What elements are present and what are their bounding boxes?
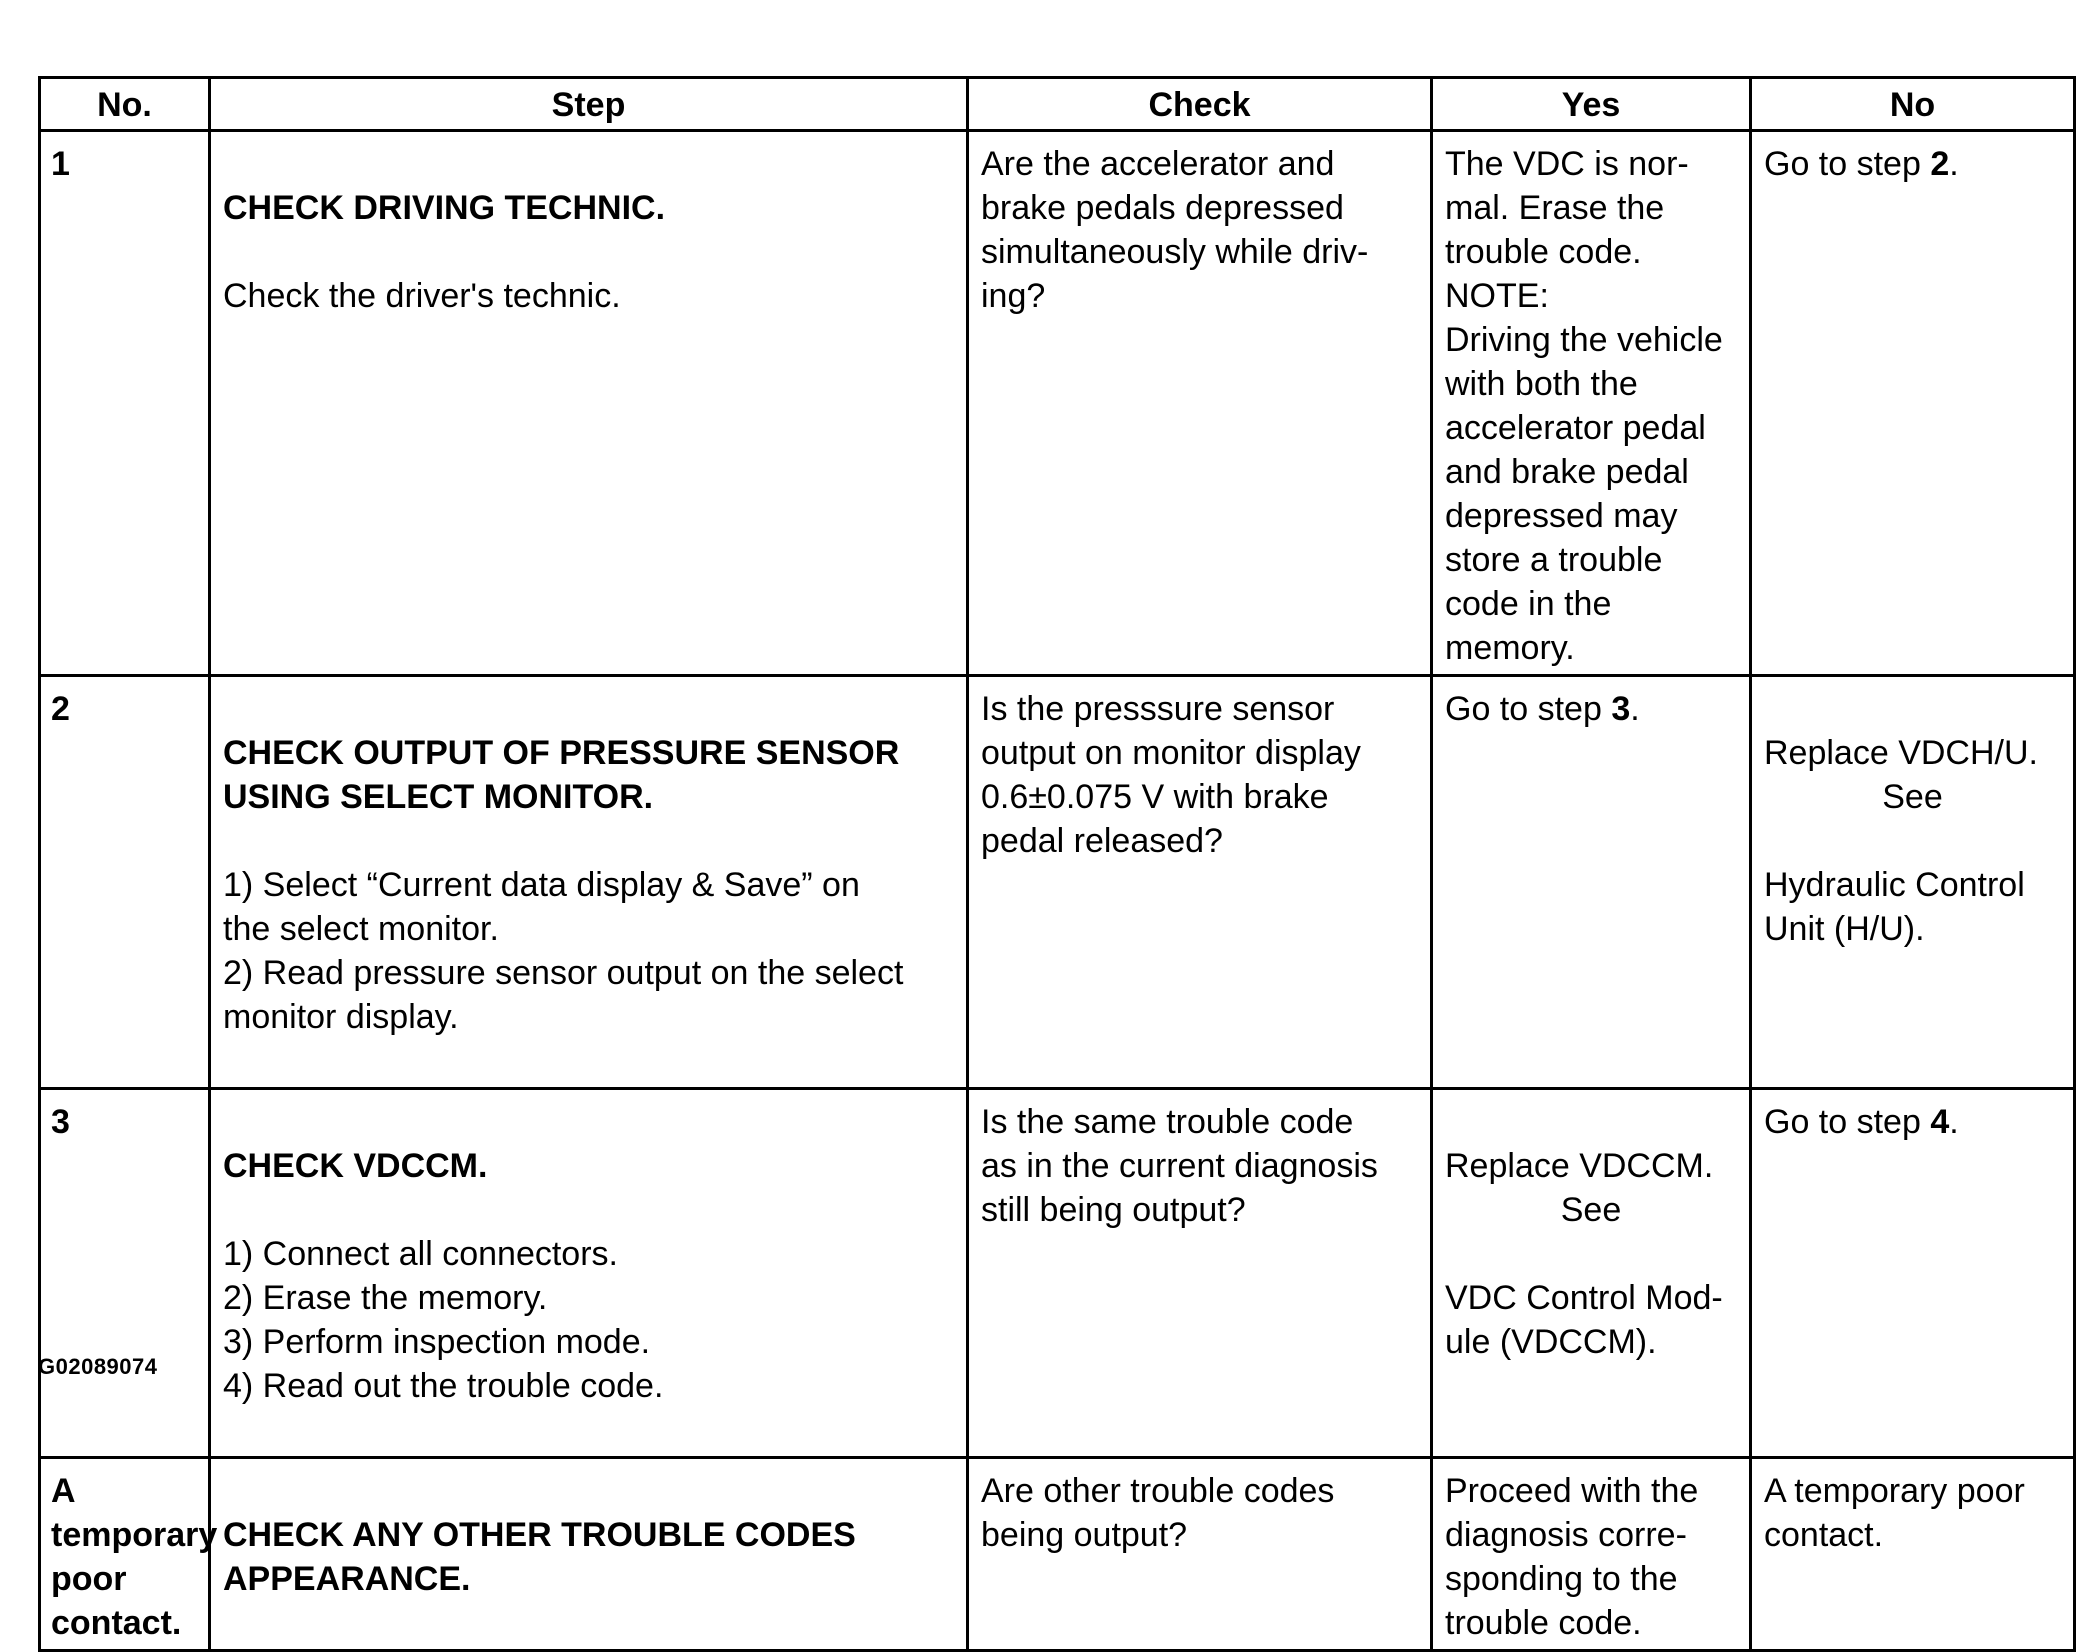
yes-text-end: . [1630, 690, 1640, 728]
step-ref: 3 [1611, 690, 1631, 728]
step-title: CHECK DRIVING TECHNIC. [223, 189, 666, 227]
step-ref: 4 [1930, 1103, 1950, 1141]
header-step: Step [210, 78, 968, 131]
row-number: 1 [40, 131, 210, 676]
yes-cell: The VDC is nor- mal. Erase the trouble code. NOTE: Driving the vehicle with both the accelerator pedal and brake pedal depressed may store a trouble code in the memory. [1432, 131, 1751, 676]
no-cell [1751, 676, 2075, 1089]
yes-cell: Proceed with the diagnosis corre- sponding to the trouble code. [1432, 1458, 1751, 1651]
table-row [40, 676, 2075, 1089]
check-cell: Is the presssure sensor output on monitor display 0.6±0.075 V with brake pedal released? [968, 676, 1432, 1089]
step-body: 1) Connect all connectors. 2) Erase the memory. 3) Perform inspection mode. 4) Read out the trouble code. [223, 1235, 664, 1405]
no-text: Go to step [1764, 1103, 1931, 1141]
see-label: See [1882, 778, 1943, 816]
no-text: Go to step [1764, 145, 1931, 183]
step-ref: 2 [1930, 145, 1950, 183]
step-title: CHECK VDCCM. [223, 1147, 488, 1185]
step-cell [210, 1458, 968, 1651]
yes-cell [1432, 1089, 1751, 1458]
step-cell [210, 131, 968, 676]
row-number: 3 [40, 1089, 210, 1458]
header-no-result: No [1751, 78, 2075, 131]
header-yes: Yes [1432, 78, 1751, 131]
diagnosis-table [38, 76, 2076, 1652]
no-cell [1751, 131, 2075, 676]
see-label: See [1560, 1191, 1622, 1229]
step-body: Check the driver's technic. [223, 277, 621, 315]
check-cell: Are the accelerator and brake pedals depressed simultaneously while driv- ing? [968, 131, 1432, 676]
no-text: Replace VDCH/U. [1764, 734, 2038, 772]
step-title: CHECK ANY OTHER TROUBLE CODES APPEARANCE. [223, 1516, 856, 1598]
header-row [40, 78, 2075, 131]
yes-text: Replace VDCCM. [1445, 1147, 1714, 1185]
reference-text: Hydraulic Control Unit (H/U). [1764, 866, 2025, 948]
header-no: No. [40, 78, 210, 131]
check-cell: Is the same trouble code as in the current diagnosis still being output? [968, 1089, 1432, 1458]
no-cell [1751, 1089, 2075, 1458]
reference-text: VDC Control Mod- ule (VDCCM). [1445, 1279, 1723, 1361]
no-text-end: . [1949, 1103, 1959, 1141]
step-title: CHECK OUTPUT OF PRESSURE SENSOR USING SELECT MONITOR. [223, 734, 900, 816]
yes-text: Go to step [1445, 690, 1612, 728]
step-cell [210, 676, 968, 1089]
table-row [40, 131, 2075, 676]
no-cell: A temporary poor contact. [1751, 1458, 2075, 1651]
table-row [40, 1458, 2075, 1651]
table-row [40, 1089, 2075, 1458]
step-cell [210, 1089, 968, 1458]
yes-cell [1432, 676, 1751, 1089]
header-check: Check [968, 78, 1432, 131]
figure-id: G02089074 [38, 1354, 158, 1379]
check-cell: Are other trouble codes being output? [968, 1458, 1432, 1651]
no-text-end: . [1949, 145, 1959, 183]
step-body: 1) Select “Current data display & Save” on the select monitor. 2) Read pressure sensor output on the select monitor display. [223, 866, 904, 1036]
row-number: A temporary poor contact. [40, 1458, 210, 1651]
row-number: 2 [40, 676, 210, 1089]
